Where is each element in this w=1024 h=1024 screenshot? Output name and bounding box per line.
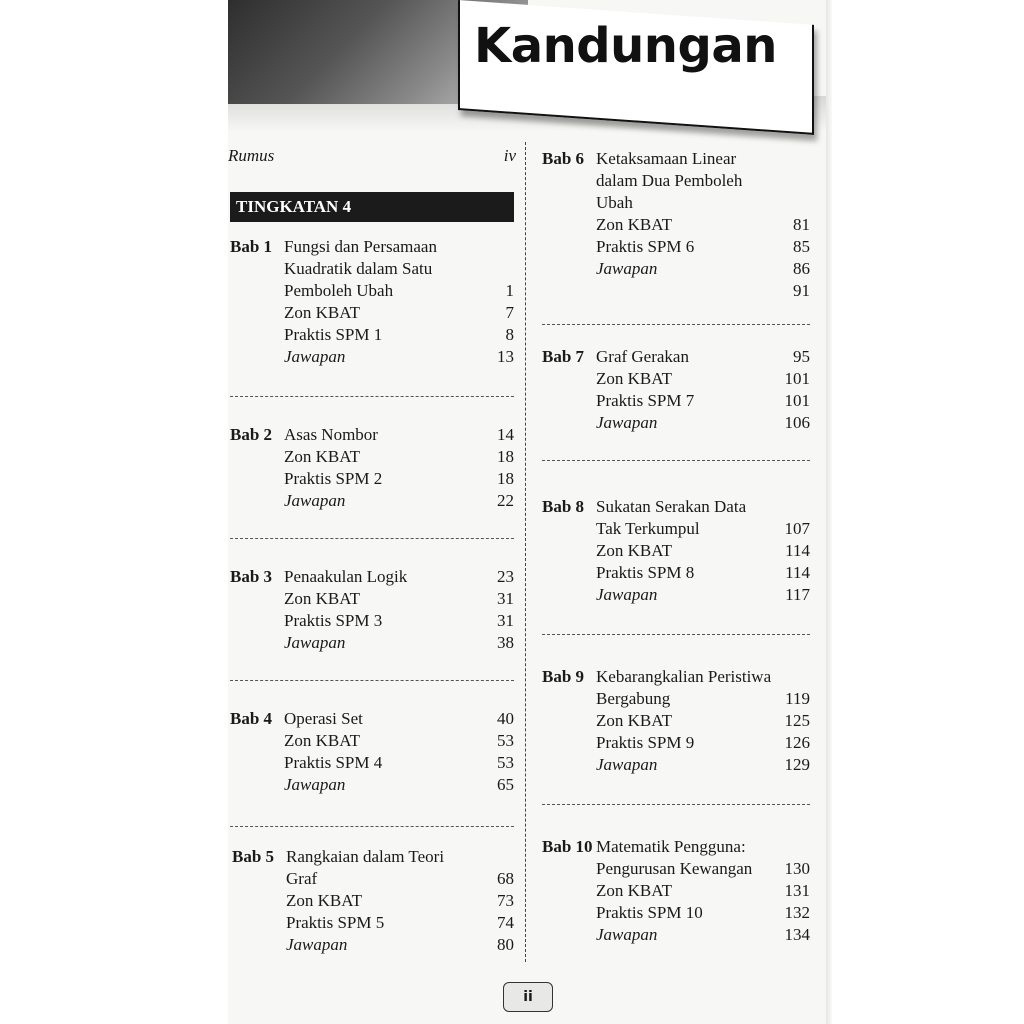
chapter-number: Bab 4 — [230, 709, 273, 728]
jawapan-entry: Jawapan 80 — [286, 935, 514, 954]
chapter-number: Bab 9 — [542, 667, 585, 686]
page-ref: 1 — [505, 281, 514, 300]
section-heading: TINGKATAN 4 — [230, 192, 514, 222]
chapter-number: Bab 6 — [542, 149, 585, 168]
chapter-body — [286, 846, 514, 956]
jawapan-entry: Jawapan 38 — [284, 633, 514, 652]
rumus-entry — [228, 146, 516, 166]
page-ref: 23 — [497, 567, 514, 586]
page-ref: 14 — [497, 425, 514, 444]
chapter-title-line: Fungsi dan Persamaan — [284, 237, 437, 256]
page-ref: 117 — [785, 585, 810, 604]
sub-entry: Praktis SPM 9 126 — [596, 733, 810, 752]
sub-entry — [596, 280, 810, 302]
page-ref: 68 — [497, 869, 514, 888]
chapter-title-line: Penaakulan Logik 23 — [284, 567, 514, 586]
sub-entry: Praktis SPM 4 53 — [284, 753, 514, 772]
page-ref: 38 — [497, 633, 514, 652]
page-title: Kandungan — [474, 18, 777, 74]
jawapan-entry: Jawapan 65 — [284, 775, 514, 794]
jawapan-entry: Jawapan 106 — [596, 413, 810, 432]
page-ref: 40 — [497, 709, 514, 728]
dotted-separator — [230, 538, 514, 539]
page-ref: 86 — [793, 259, 810, 278]
sub-entry: Praktis SPM 2 18 — [284, 469, 514, 488]
page-ref: 85 — [793, 237, 810, 256]
page-ref: 81 — [793, 215, 810, 234]
dotted-separator — [230, 680, 514, 681]
chapter-body — [284, 424, 514, 512]
sub-entry: Praktis SPM 10 132 — [596, 903, 810, 922]
page-ref: 74 — [497, 913, 514, 932]
page-ref: 101 — [784, 391, 810, 410]
chapter-title-line: Kuadratik dalam Satu — [284, 259, 433, 278]
page-ref: 80 — [497, 935, 514, 954]
dotted-separator — [542, 804, 810, 805]
chapter-title-line: Asas Nombor 14 — [284, 425, 514, 444]
page-ref: 73 — [497, 891, 514, 910]
page-ref: 126 — [784, 733, 810, 752]
jawapan-entry: Jawapan 129 — [596, 755, 810, 774]
chapter-title-line: Pemboleh Ubah 1 — [284, 281, 514, 300]
sub-entry: Praktis SPM 3 31 — [284, 611, 514, 630]
chapter-number: Bab 7 — [542, 347, 585, 366]
chapter-title-line: Operasi Set 40 — [284, 709, 514, 728]
page-ref: 18 — [497, 447, 514, 466]
chapter-body — [596, 496, 810, 606]
page-ref: 22 — [497, 491, 514, 510]
jawapan-entry: Jawapan 117 — [596, 585, 810, 604]
rumus-label: Rumus — [228, 146, 275, 165]
chapter-number: Bab 3 — [230, 567, 273, 586]
sub-entry: Praktis SPM 1 8 — [284, 325, 514, 344]
sub-entry: Zon KBAT 81 — [596, 215, 810, 234]
chapter-title-line: Bergabung 119 — [596, 689, 810, 708]
book-page — [228, 0, 832, 1024]
page-ref: 101 — [784, 369, 810, 388]
sub-entry: Zon KBAT 31 — [284, 589, 514, 608]
page-ref: 7 — [505, 303, 514, 322]
sub-entry: Praktis SPM 5 74 — [286, 913, 514, 932]
jawapan-entry: Jawapan 134 — [596, 925, 810, 944]
page-ref: 13 — [497, 347, 514, 366]
sub-entry: Zon KBAT 53 — [284, 731, 514, 750]
chapter-number: Bab 1 — [230, 237, 273, 256]
chapter-title-line: Matematik Pengguna: — [596, 837, 746, 856]
page-ref: 53 — [497, 731, 514, 750]
page-ref: 129 — [784, 755, 810, 774]
page-ref: 130 — [784, 859, 810, 878]
dotted-separator — [230, 396, 514, 397]
chapter-body — [596, 836, 810, 946]
page-ref: 31 — [497, 611, 514, 630]
sub-entry: Zon KBAT 73 — [286, 891, 514, 910]
dotted-separator — [230, 826, 514, 827]
chapter-body — [284, 236, 514, 368]
page-ref: 106 — [784, 413, 810, 432]
chapter-title-line: Ubah — [596, 193, 633, 212]
page-ref: 134 — [784, 925, 810, 944]
page-ref: 114 — [785, 563, 810, 582]
chapter-title-line: Sukatan Serakan Data — [596, 497, 747, 516]
chapter-title-line: Graf 68 — [286, 869, 514, 888]
jawapan-entry: Jawapan 22 — [284, 491, 514, 510]
dotted-separator — [542, 460, 810, 461]
chapter-title-line: Kebarangkalian Peristiwa — [596, 667, 772, 686]
page-ref: 18 — [497, 469, 514, 488]
page-ref: 53 — [497, 753, 514, 772]
chapter-title-line: dalam Dua Pemboleh — [596, 171, 743, 190]
dotted-separator — [542, 634, 810, 635]
sub-entry: Zon KBAT 7 — [284, 303, 514, 322]
chapter-title-line: Pengurusan Kewangan 130 — [596, 859, 810, 878]
sub-entry: Zon KBAT 131 — [596, 881, 810, 900]
page-ref: 65 — [497, 775, 514, 794]
page-ref: 131 — [784, 881, 810, 900]
sub-entry: Zon KBAT 114 — [596, 541, 810, 560]
page-edge — [826, 0, 832, 1024]
page-ref: 132 — [784, 903, 810, 922]
chapter-body — [596, 148, 810, 302]
jawapan-entry: Jawapan 86 — [596, 259, 810, 278]
page-ref: 91 — [793, 281, 810, 300]
page-ref: 119 — [785, 689, 810, 708]
sub-entry: Zon KBAT 125 — [596, 711, 810, 730]
page-ref: 31 — [497, 589, 514, 608]
sub-entry: Praktis SPM 7 101 — [596, 391, 810, 410]
dotted-separator — [542, 324, 810, 325]
page-ref: 107 — [784, 519, 810, 538]
page-ref: 95 — [793, 347, 810, 366]
column-divider — [525, 142, 526, 962]
chapter-body — [284, 708, 514, 796]
chapter-number: Bab 8 — [542, 497, 585, 516]
sub-entry: Praktis SPM 8 114 — [596, 563, 810, 582]
chapter-number: Bab 5 — [232, 847, 275, 866]
chapter-body — [596, 666, 810, 776]
sub-entry: Zon KBAT 101 — [596, 369, 810, 388]
page-ref: 114 — [785, 541, 810, 560]
chapter-number: Bab 10 — [542, 837, 593, 856]
sub-entry: Praktis SPM 6 85 — [596, 237, 810, 256]
jawapan-entry: Jawapan 13 — [284, 347, 514, 366]
chapter-body — [596, 346, 810, 434]
chapter-number: Bab 2 — [230, 425, 273, 444]
page-ref: 125 — [784, 711, 810, 730]
chapter-title-line: Tak Terkumpul 107 — [596, 519, 810, 538]
chapter-title-line: Ketaksamaan Linear — [596, 149, 737, 168]
page-ref: 8 — [505, 325, 514, 344]
sub-entry: Zon KBAT 18 — [284, 447, 514, 466]
rumus-page: iv — [503, 146, 516, 165]
chapter-title-line: Graf Gerakan 95 — [596, 347, 810, 366]
chapter-title-line: Rangkaian dalam Teori — [286, 847, 445, 866]
page-number-badge: ii — [503, 982, 553, 1012]
chapter-body — [284, 566, 514, 654]
